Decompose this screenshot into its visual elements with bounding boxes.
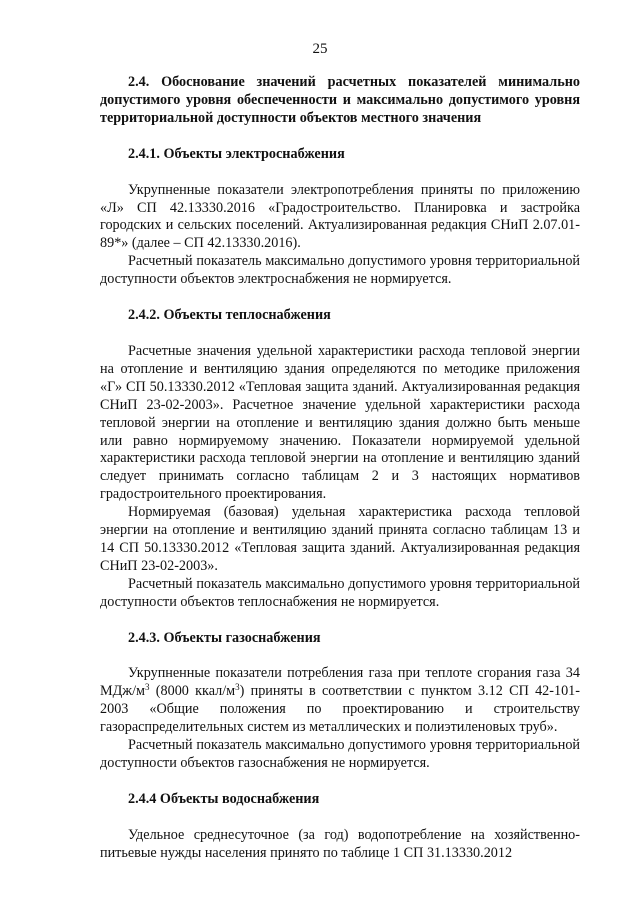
paragraph: Расчетный показатель максимально допустимого уровня территориальной доступности объектов теплоснабжения не нормируется. [100, 575, 580, 610]
paragraph: Нормируемая (базовая) удельная характеристика расхода тепловой энергии на отопление и вентиляцию зданий принята согласно таблицам 13 и 14 СП 50.13330.2012 «Тепловая защита зданий. Актуализированная редакция СНиП 23-02-2003». [100, 504, 580, 574]
paragraph: Укрупненные показатели электропотребления приняты по приложению «Л» СП 42.13330.2016 «Градостроительство. Планировка и застройка городских и сельских поселений. Актуализированная редакция СНиП 2.07.01-89*» (далее – СП 42.13330.2016). [100, 181, 580, 252]
section-heat [100, 307, 580, 612]
paragraph-gas-consumption: Укрупненные показатели потребления газа при теплоте сгорания газа 34 МДж/$м^3$ (8000 ккал/$м^3$) приняты в соответствии с пунктом 3.12 СП 42-101-2003 «Общие положения по проектированию и строительству газораспределительных систем из металлических и полиэтиленовых труб». [100, 665, 580, 736]
paragraph: Удельное среднесуточное (за год) водопотребление на хозяйственно-питьевые нужды населения принято по таблице 1 СП 31.13330.2012 [100, 826, 580, 861]
subsection-title-electricity: 2.4.1. Объекты электроснабжения [128, 145, 345, 162]
page-content [100, 74, 580, 881]
paragraph: Расчетный показатель максимально допустимого уровня территориальной доступности объектов электроснабжения не нормируется. [100, 253, 580, 288]
paragraph: Расчетные значения удельной характеристики расхода тепловой энергии на отопление и вентиляцию здания определяются по методике приложения «Г» СП 50.13330.2012 «Тепловая защита зданий. Актуализированная редакция СНиП 23-02-2003». Расчетное значение удельной характеристики расхода тепловой энергии на отопление и вентиляцию здания должно быть меньше или равно нормируемому значению. Показатели нормируемой удельной характеристики расхода тепловой энергии на отопление и вентиляцию зданий следует принимать согласно таблицам 2 и 3 настоящих нормативов градостроительного проектирования. [100, 342, 580, 503]
section-heading-2-4: 2.4. Обоснование значений расчетных показателей минимально допустимого уровня обеспеченности и максимально допустимого уровня территориальной доступности объектов местного значения [100, 74, 580, 126]
subsection-title-water: 2.4.4 Объекты водоснабжения [128, 790, 320, 807]
paragraph: Расчетный показатель максимально допустимого уровня территориальной доступности объектов газоснабжения не нормируется. [100, 737, 580, 771]
section-gas [100, 630, 580, 773]
page-number: 25 [312, 41, 328, 57]
subsection-title-gas: 2.4.3. Объекты газоснабжения [128, 629, 321, 646]
section-electricity [100, 146, 580, 289]
subsection-title-heat: 2.4.2. Объекты теплоснабжения [128, 307, 331, 324]
section-water [100, 791, 580, 863]
